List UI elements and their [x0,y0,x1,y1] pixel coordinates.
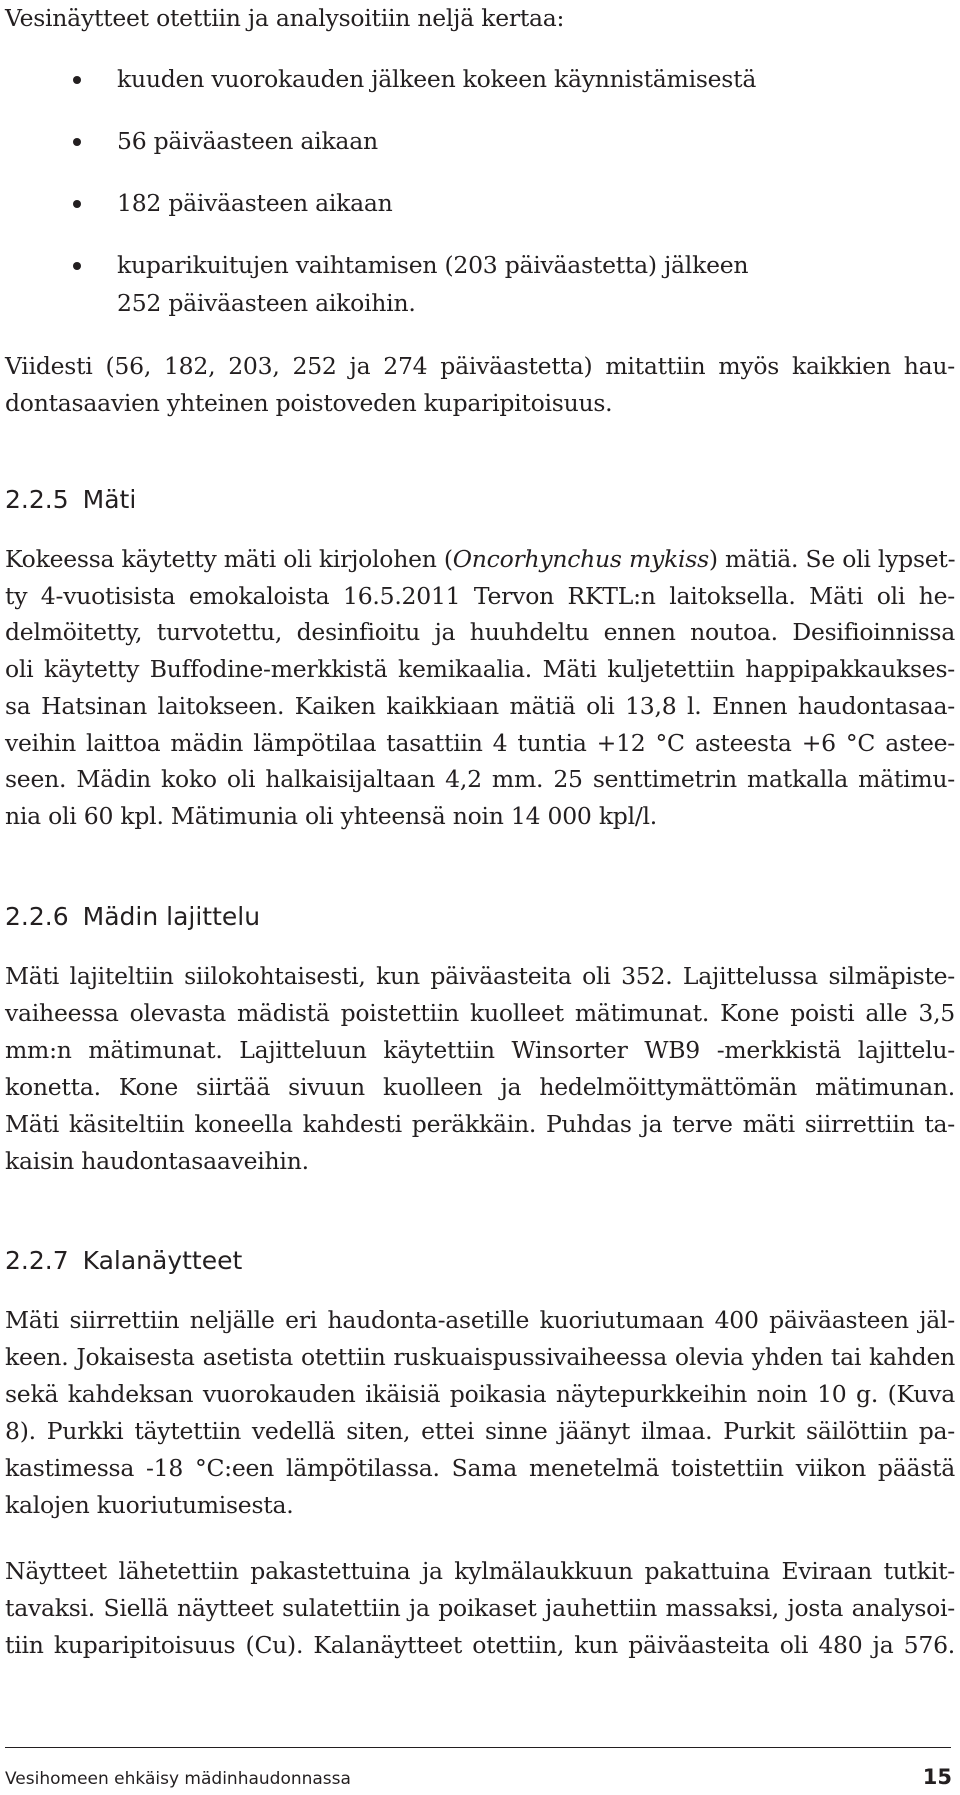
heading-title: Mäti [82,485,137,514]
heading-2-2-7 [5,1245,242,1277]
paragraph-line: delmöitetty, turvotettu, desinfioitu ja huuhdeltu ennen noutoa. Desifioinnissa [5,618,955,647]
bullet-dot-icon [73,200,81,208]
paragraph-kalanaytteet [5,1302,955,1524]
species-name: Oncorhynchus mykiss [452,545,709,573]
bullet-text: kuuden vuorokauden jälkeen kokeen käynnistämisestä [117,65,757,93]
paragraph-naytteet [5,1553,955,1664]
heading-title: Kalanäytteet [82,1246,243,1275]
heading-number: 2.2.7 [5,1246,69,1275]
paragraph-line: tavaksi. Siellä näytteet sulatettiin ja poikaset jauhettiin massaksi, josta analysoi- [5,1594,955,1622]
bullet-text: kuparikuitujen vaihtamisen (203 päiväastetta) jälkeen [117,251,749,279]
paragraph-line: oli käytetty Buffodine-merkkistä kemikaalia. Mäti kuljetettiin happipakkaukses- [5,655,955,684]
heading-2-2-6 [5,901,260,933]
paragraph-line: kastimessa -18 °C:een lämpötilassa. Sama menetelmä toistettiin viikon päästä [5,1454,955,1482]
heading-number: 2.2.6 [5,902,69,931]
bullet-dot-icon [73,262,81,270]
paragraph-line: 8). Purkki täytettiin vedellä siten, ettei sinne jäänyt ilmaa. Purkit säilöttiin pa- [5,1417,955,1445]
paragraph-line: Näytteet lähetettiin pakastettuina ja kylmälaukkuun pakattuina Eviraan tutkit- [5,1557,955,1585]
paragraph-line: keen. Jokaisesta asetista otettiin ruskuaispussivaiheessa olevia yhden tai kahden [5,1343,955,1371]
paragraph-lajittelu [5,958,955,1180]
paragraph-mati [5,541,955,835]
paragraph-line: ty 4-vuotisista emokaloista 16.5.2011 Tervon RKTL:n laitoksella. Mäti oli he- [5,581,955,610]
heading-2-2-5 [5,484,136,516]
paragraph-line: dontasaavien yhteinen poistoveden kuparipitoisuus. [5,389,613,417]
paragraph-line: konetta. Kone siirtää sivuun kuolleen ja hedelmöittymättömän mätimunan. [5,1073,955,1101]
paragraph-line: kalojen kuoriutumisesta. [5,1491,294,1519]
paragraph-line: Mäti lajiteltiin siilokohtaisesti, kun päiväasteita oli 352. Lajittelussa silmäpiste- [5,962,955,990]
paragraph-line: vaiheessa olevasta mädistä poistettiin kuolleet mätimunat. Kone poisti alle 3,5 [5,999,955,1027]
footer-title: Vesihomeen ehkäisy mädinhaudonnassa [5,1769,351,1789]
paragraph-line: mm:n mätimunat. Lajitteluun käytettiin Winsorter WB9 -merkkistä lajittelu- [5,1036,955,1064]
paragraph-line: Mäti käsiteltiin koneella kahdesti peräkkäin. Puhdas ja terve mäti siirrettiin ta- [5,1110,955,1138]
bullet-text-continued: 252 päiväasteen aikoihin. [117,289,416,317]
intro-text [5,1,955,35]
intro-line: Vesinäytteet otettiin ja analysoitiin neljä kertaa: [5,4,565,32]
text-run: Kokeessa käytetty mäti oli kirjolohen ( [5,545,453,573]
text-run: ) mätiä. Se oli lypset- [708,545,956,573]
paragraph-line [5,541,955,578]
paragraph-line: kaisin haudontasaaveihin. [5,1147,309,1175]
paragraph-line: seen. Mädin koko oli halkaisijaltaan 4,2 mm. 25 senttimetrin matkalla mätimu- [5,765,955,794]
paragraph-viidesti [5,348,955,422]
bullet-dot-icon [73,138,81,146]
bullet-dot-icon [73,76,81,84]
bullet-text: 182 päiväasteen aikaan [117,189,393,217]
paragraph-line: Viidesti (56, 182, 203, 252 ja 274 päiväastetta) mitattiin myös kaikkien hau- [5,352,955,380]
paragraph-line: tiin kuparipitoisuus (Cu). Kalanäytteet otettiin, kun päiväasteita oli 480 ja 576. [5,1631,955,1659]
page-number: 15 [922,1765,952,1789]
paragraph-line: Mäti siirrettiin neljälle eri haudonta-asetille kuoriutumaan 400 päiväasteen jäl- [5,1306,955,1334]
paragraph-line: nia oli 60 kpl. Mätimunia oli yhteensä noin 14 000 kpl/l. [5,801,658,830]
heading-title: Mädin lajittelu [82,902,261,931]
paragraph-line: sekä kahdeksan vuorokauden ikäisiä poikasia näytepurkkeihin noin 10 g. (Kuva [5,1380,955,1408]
footer-divider [5,1747,951,1748]
bullet-text: 56 päiväasteen aikaan [117,127,378,155]
paragraph-line: sa Hatsinan laitokseen. Kaiken kaikkiaan mätiä oli 13,8 l. Ennen haudontasaa- [5,691,955,720]
paragraph-line: veihin laittoa mädin lämpötilaa tasattiin 4 tuntia +12 °C asteesta +6 °C astee- [5,728,955,757]
heading-number: 2.2.5 [5,485,69,514]
